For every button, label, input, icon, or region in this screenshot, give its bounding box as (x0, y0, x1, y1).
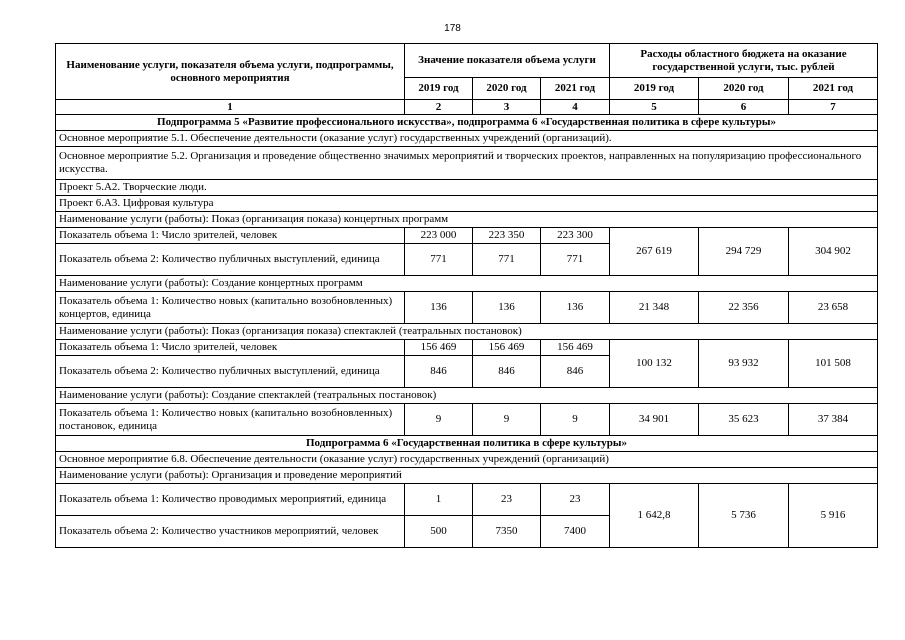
header-group-volume: Значение показателя объема услуги (405, 44, 610, 78)
header-group-budget: Расходы областного бюджета на оказание государственной услуги, тыс. рублей (610, 44, 878, 78)
indicator-value: 846 (541, 356, 610, 388)
budget-table (55, 43, 878, 548)
indicator-label: Показатель объема 2: Количество участников мероприятий, человек (56, 516, 405, 548)
indicator-value: 9 (541, 404, 610, 436)
indicator-value: 223 000 (405, 228, 473, 244)
section-title: Подпрограмма 6 «Государственная политика в сфере культуры» (56, 436, 878, 452)
header-year: 2019 год (610, 78, 699, 100)
column-number: 7 (789, 100, 878, 115)
indicator-value: 9 (405, 404, 473, 436)
budget-value: 93 932 (699, 340, 789, 388)
header-year: 2020 год (699, 78, 789, 100)
indicator-value: 136 (541, 292, 610, 324)
project-line: Проект 6.А3. Цифровая культура (56, 196, 878, 212)
budget-value: 21 348 (610, 292, 699, 324)
indicator-label: Показатель объема 1: Количество новых (капитально возобновленных) постановок, единица (56, 404, 405, 436)
indicator-value: 136 (405, 292, 473, 324)
indicator-value: 771 (541, 244, 610, 276)
budget-value: 294 729 (699, 228, 789, 276)
indicator-value: 223 300 (541, 228, 610, 244)
service-name: Наименование услуги (работы): Показ (организация показа) спектаклей (театральных постановок) (56, 324, 878, 340)
indicator-label: Показатель объема 1: Количество новых (капитально возобновленных) концертов, единица (56, 292, 405, 324)
indicator-label: Показатель объема 2: Количество публичных выступлений, единица (56, 244, 405, 276)
indicator-value: 136 (473, 292, 541, 324)
service-name: Наименование услуги (работы): Организация и проведение мероприятий (56, 468, 878, 484)
indicator-value: 1 (405, 484, 473, 516)
indicator-label: Показатель объема 1: Число зрителей, человек (56, 340, 405, 356)
service-name: Наименование услуги (работы): Создание концертных программ (56, 276, 878, 292)
indicator-value: 7400 (541, 516, 610, 548)
indicator-value: 500 (405, 516, 473, 548)
indicator-label: Показатель объема 1: Число зрителей, человек (56, 228, 405, 244)
column-number: 4 (541, 100, 610, 115)
indicator-value: 9 (473, 404, 541, 436)
measure-line: Основное мероприятие 5.1. Обеспечение деятельности (оказание услуг) государственных учреждений (организаций). (56, 131, 878, 147)
header-col-name: Наименование услуги, показателя объема услуги, подпрограммы, основного мероприятия (56, 44, 405, 100)
section-title: Подпрограмма 5 «Развитие профессионального искусства», подпрограмма 6 «Государственная политика в сфере культуры» (56, 115, 878, 131)
budget-value: 5 736 (699, 484, 789, 548)
budget-value: 267 619 (610, 228, 699, 276)
service-name: Наименование услуги (работы): Создание спектаклей (театральных постановок) (56, 388, 878, 404)
column-number: 5 (610, 100, 699, 115)
indicator-value: 771 (473, 244, 541, 276)
indicator-value: 156 469 (541, 340, 610, 356)
budget-value: 304 902 (789, 228, 878, 276)
indicator-value: 846 (405, 356, 473, 388)
indicator-value: 23 (473, 484, 541, 516)
column-number: 1 (56, 100, 405, 115)
indicator-label: Показатель объема 2: Количество публичных выступлений, единица (56, 356, 405, 388)
budget-value: 34 901 (610, 404, 699, 436)
header-year: 2021 год (541, 78, 610, 100)
project-line: Проект 5.А2. Творческие люди. (56, 180, 878, 196)
budget-value: 100 132 (610, 340, 699, 388)
budget-value: 35 623 (699, 404, 789, 436)
indicator-value: 7350 (473, 516, 541, 548)
header-year: 2019 год (405, 78, 473, 100)
indicator-value: 846 (473, 356, 541, 388)
indicator-value: 771 (405, 244, 473, 276)
budget-value: 101 508 (789, 340, 878, 388)
budget-value: 23 658 (789, 292, 878, 324)
header-year: 2021 год (789, 78, 878, 100)
indicator-value: 223 350 (473, 228, 541, 244)
service-name: Наименование услуги (работы): Показ (организация показа) концертных программ (56, 212, 878, 228)
indicator-label: Показатель объема 1: Количество проводимых мероприятий, единица (56, 484, 405, 516)
budget-value: 22 356 (699, 292, 789, 324)
budget-value: 5 916 (789, 484, 878, 548)
measure-line: Основное мероприятие 6.8. Обеспечение деятельности (оказание услуг) государственных учреждений (организаций) (56, 452, 878, 468)
page-number: 178 (444, 23, 461, 34)
indicator-value: 156 469 (405, 340, 473, 356)
header-year: 2020 год (473, 78, 541, 100)
budget-value: 1 642,8 (610, 484, 699, 548)
indicator-value: 23 (541, 484, 610, 516)
budget-value: 37 384 (789, 404, 878, 436)
measure-line: Основное мероприятие 5.2. Организация и проведение общественно значимых мероприятий и творческих проектов, направленных на популяризацию профессионального искусства. (56, 147, 878, 180)
indicator-value: 156 469 (473, 340, 541, 356)
column-number: 2 (405, 100, 473, 115)
column-number: 3 (473, 100, 541, 115)
column-number: 6 (699, 100, 789, 115)
